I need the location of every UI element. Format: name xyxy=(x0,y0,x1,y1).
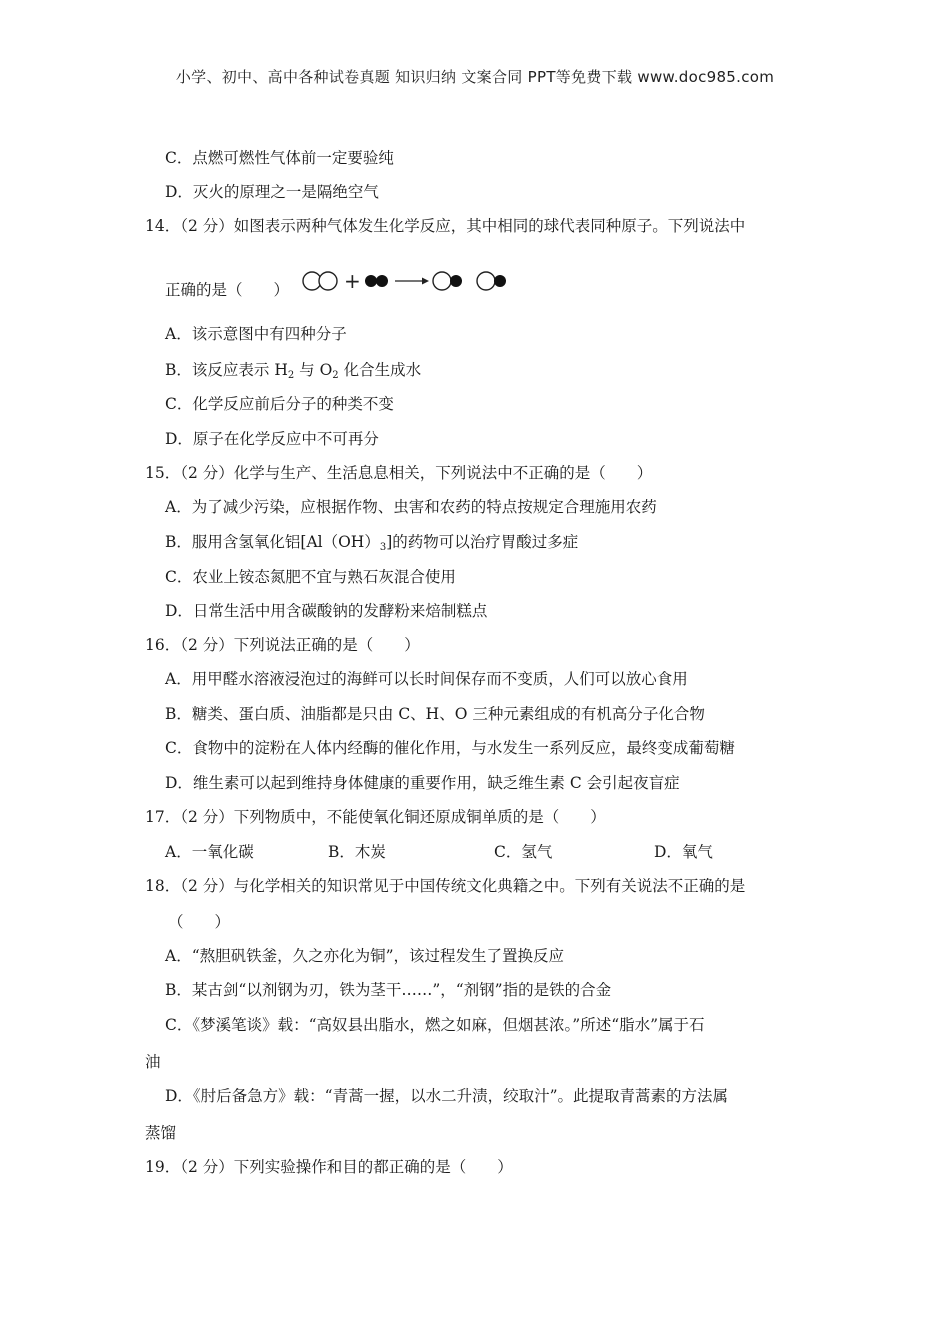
black-atom xyxy=(365,275,377,287)
option-text: C．《梦溪笔谈》载：“高奴县出脂水，燃之如麻，但烟甚浓。”所述“脂水”属于石 xyxy=(165,1016,705,1034)
option-text: A．为了减少污染，应根据作物、虫害和农药的特点按规定合理施用农药 xyxy=(165,498,657,516)
option-text: D．原子在化学反应中不可再分 xyxy=(165,430,379,448)
option-text: A．“熬胆矾铁釜，久之亦化为铜”，该过程发生了置换反应 xyxy=(165,947,565,965)
white-atom xyxy=(303,272,321,290)
option-text: C．农业上铵态氮肥不宜与熟石灰混合使用 xyxy=(165,568,456,586)
question-17: 17．（2 分）下列物质中，不能使氧化铜还原成铜单质的是（ ） xyxy=(145,808,606,826)
black-atom xyxy=(494,275,506,287)
option-text: B．木炭 xyxy=(328,843,386,861)
question-15: 15．（2 分）化学与生产、生活息息相关，下列说法中不正确的是（ ） xyxy=(145,464,653,482)
white-atom xyxy=(433,272,451,290)
option-text: B．该反应表示 $H_2$ 与 $O_2$ 化合生成水 xyxy=(165,361,422,381)
option-text: D．日常生活中用含碳酸钠的发酵粉来焙制糕点 xyxy=(165,602,488,620)
black-atom xyxy=(376,275,388,287)
page-header: 小学、初中、高中各种试卷真题 知识归纳 文案合同 PPT等免费下载 www.doc985.com xyxy=(175,68,775,86)
option-text: C．化学反应前后分子的种类不变 xyxy=(165,395,394,413)
option-text-cont: 蒸馏 xyxy=(145,1124,177,1142)
option-text: A．该示意图中有四种分子 xyxy=(165,325,347,343)
white-atom xyxy=(319,272,337,290)
option-text: C．氢气 xyxy=(494,843,553,861)
option-text: B．某古剑“以剂钢为刃，铁为茎干……”，“剂钢”指的是铁的合金 xyxy=(165,981,612,999)
option-text: C．点燃可燃性气体前一定要验纯 xyxy=(165,149,394,167)
option-text: D．《肘后备急方》载：“青蒿一握，以水二升渍，绞取汁”。此提取青蒿素的方法属 xyxy=(165,1087,729,1105)
question-18: 18．（2 分）与化学相关的知识常见于中国传统文化典籍之中。下列有关说法不正确的是 xyxy=(145,877,746,895)
question-19: 19．（2 分）下列实验操作和目的都正确的是（ ） xyxy=(145,1158,513,1176)
white-atom xyxy=(477,272,495,290)
question-18-cont: （ ） xyxy=(168,913,231,931)
option-text: D．氧气 xyxy=(654,843,713,861)
option-text: D．灭火的原理之一是隔绝空气 xyxy=(165,183,379,201)
option-text: D．维生素可以起到维持身体健康的重要作用，缺乏维生素 C 会引起夜盲症 xyxy=(165,774,680,792)
question-14: 14．（2 分）如图表示两种气体发生化学反应，其中相同的球代表同种原子。下列说法中 xyxy=(145,217,746,235)
question-16: 16．（2 分）下列说法正确的是（ ） xyxy=(145,636,420,654)
option-text: B．糖类、蛋白质、油脂都是只由 C、H、O 三种元素组成的有机高分子化合物 xyxy=(165,705,705,723)
black-atom xyxy=(450,275,462,287)
option-text: C．食物中的淀粉在人体内经酶的催化作用，与水发生一系列反应，最终变成葡萄糖 xyxy=(165,739,735,757)
question-14-cont: 正确的是（ ） xyxy=(165,281,290,299)
option-text: A．一氧化碳 xyxy=(165,843,254,861)
arrow-head-icon xyxy=(422,278,429,285)
reaction-diagram xyxy=(300,268,515,294)
option-text: B．服用含氢氧化铝$[Al(OH)_3]$的药物可以治疗胃酸过多症 xyxy=(165,533,579,553)
plus-sign: + xyxy=(344,269,361,293)
option-text-cont: 油 xyxy=(145,1053,161,1071)
option-text: A．用甲醛水溶液浸泡过的海鲜可以长时间保存而不变质，人们可以放心食用 xyxy=(165,670,688,688)
